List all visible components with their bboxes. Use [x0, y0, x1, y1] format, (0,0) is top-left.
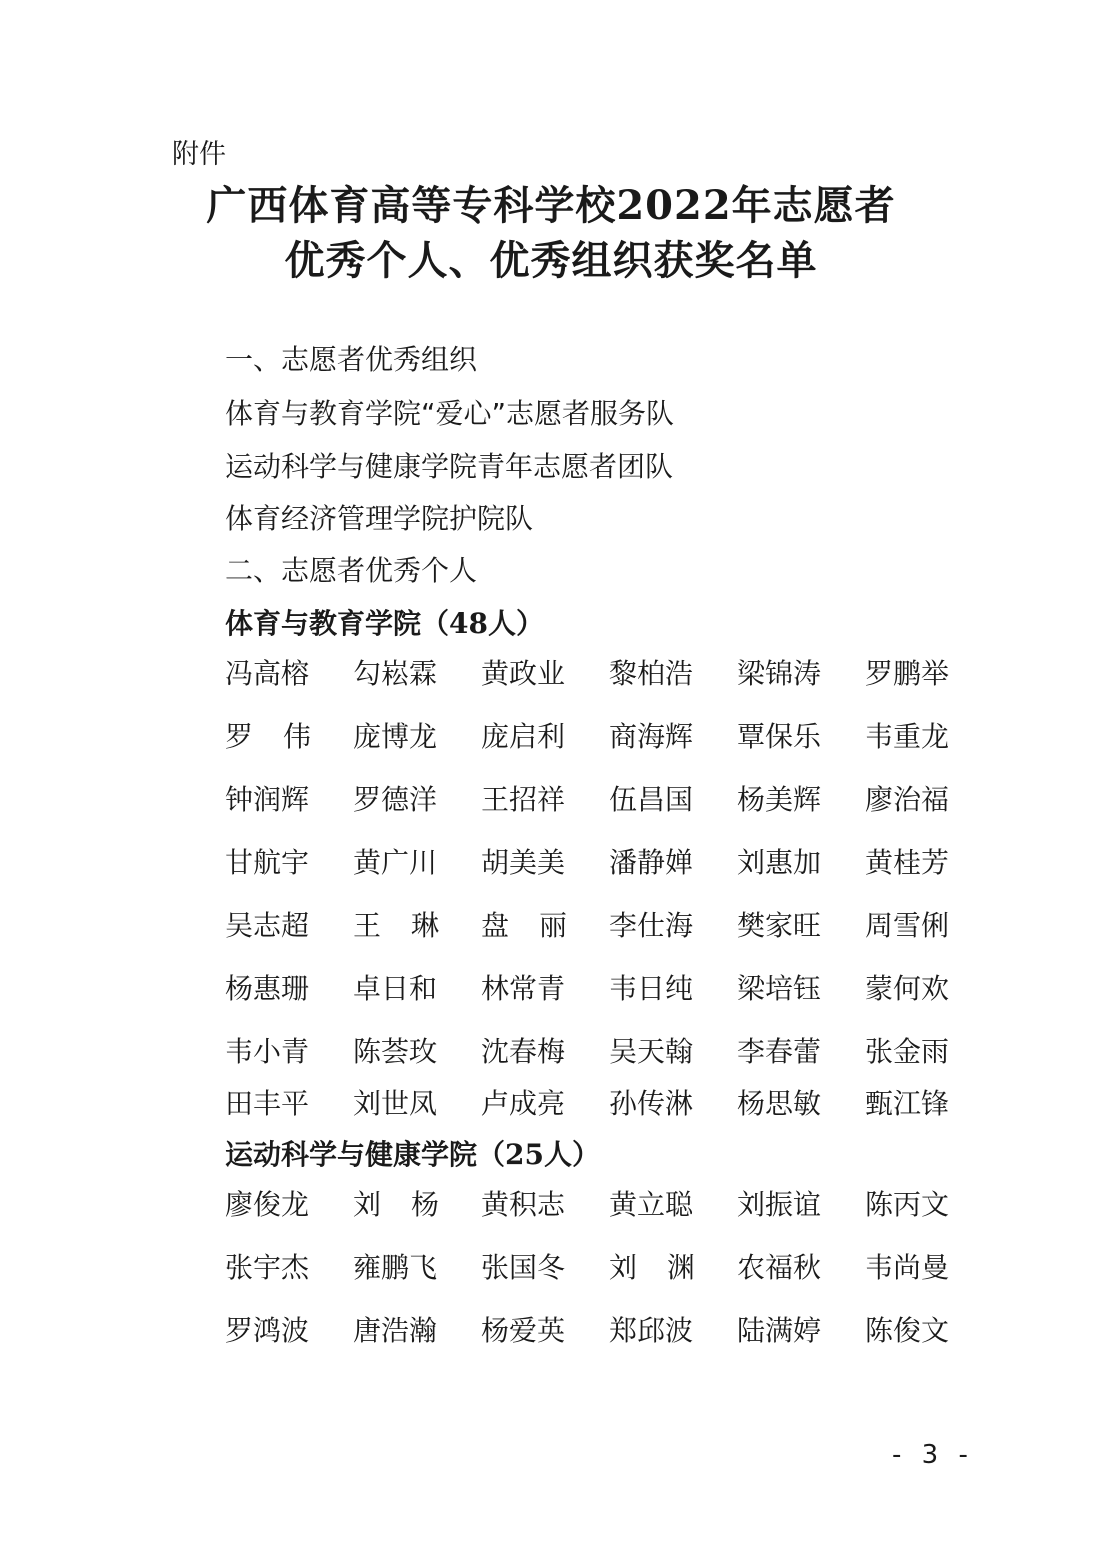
person-name: 韦日纯	[609, 972, 694, 1005]
title-line-1: 广西体育高等专科学校2022年志愿者	[206, 182, 896, 229]
person-name: 黄政业	[481, 657, 566, 690]
person-name: 刘 渊	[609, 1251, 695, 1284]
person-name: 廖治福	[865, 783, 950, 816]
person-name: 田丰平	[225, 1087, 310, 1120]
person-name: 胡美美	[481, 846, 566, 879]
person-name: 罗德洋	[353, 783, 438, 816]
group-heading: 运动科学与健康学院（25人）	[225, 1138, 600, 1171]
person-name: 陆满婷	[737, 1314, 822, 1347]
name-row	[225, 1082, 1005, 1122]
person-name: 刘惠加	[737, 846, 822, 879]
org-item: 体育经济管理学院护院队	[225, 502, 534, 535]
person-name: 黄桂芳	[865, 846, 950, 879]
person-name: 刘世凤	[353, 1087, 438, 1120]
person-name: 杨思敏	[737, 1087, 822, 1120]
person-name: 廖俊龙	[225, 1188, 310, 1221]
person-name: 梁培钰	[737, 972, 822, 1005]
person-name: 梁锦涛	[737, 657, 822, 690]
org-item: 运动科学与健康学院青年志愿者团队	[225, 450, 674, 483]
person-name: 杨惠珊	[225, 972, 310, 1005]
person-name: 卓日和	[353, 972, 438, 1005]
person-name: 甘航宇	[225, 846, 310, 879]
org-item: 体育与教育学院“爱心”志愿者服务队	[225, 397, 675, 430]
person-name: 杨美辉	[737, 783, 822, 816]
person-name: 李春蕾	[737, 1035, 822, 1068]
person-name: 勾崧霖	[353, 657, 438, 690]
name-row	[225, 715, 1005, 755]
person-name: 农福秋	[737, 1251, 822, 1284]
person-name: 罗鸿波	[225, 1314, 310, 1347]
section-2-heading: 二、志愿者优秀个人	[225, 554, 478, 587]
person-name: 吴志超	[225, 909, 310, 942]
person-name: 王 琳	[353, 909, 439, 942]
person-name: 陈俊文	[865, 1314, 950, 1347]
person-name: 王招祥	[481, 783, 566, 816]
person-name: 李仕海	[609, 909, 694, 942]
person-name: 刘 杨	[353, 1188, 439, 1221]
person-name: 盘 丽	[481, 909, 567, 942]
name-row	[225, 1183, 1005, 1223]
person-name: 陈荟玫	[353, 1035, 438, 1068]
attachment-label: 附件	[172, 139, 226, 170]
person-name: 伍昌国	[609, 783, 694, 816]
person-name: 杨爱英	[481, 1314, 566, 1347]
name-row	[225, 841, 1005, 881]
person-name: 张宇杰	[225, 1251, 310, 1284]
person-name: 罗鹏举	[865, 657, 950, 690]
person-name: 罗 伟	[225, 720, 311, 753]
page-number: - 3 -	[892, 1440, 974, 1470]
name-row	[225, 652, 1005, 692]
person-name: 韦尚曼	[865, 1251, 950, 1284]
person-name: 刘振谊	[737, 1188, 822, 1221]
name-row	[225, 778, 1005, 818]
name-row	[225, 1030, 1005, 1070]
person-name: 甄江锋	[865, 1087, 950, 1120]
person-name: 张国冬	[481, 1251, 566, 1284]
person-name: 樊家旺	[737, 909, 822, 942]
name-row	[225, 1246, 1005, 1286]
person-name: 卢成亮	[481, 1087, 566, 1120]
person-name: 沈春梅	[481, 1035, 566, 1068]
person-name: 蒙何欢	[865, 972, 950, 1005]
person-name: 孙传淋	[609, 1087, 694, 1120]
person-name: 韦小青	[225, 1035, 310, 1068]
name-row	[225, 904, 1005, 944]
person-name: 陈丙文	[865, 1188, 950, 1221]
person-name: 林常青	[481, 972, 566, 1005]
person-name: 覃保乐	[737, 720, 822, 753]
person-name: 冯高榕	[225, 657, 310, 690]
person-name: 郑邱波	[609, 1314, 694, 1347]
name-row	[225, 1309, 1005, 1349]
person-name: 吴天翰	[609, 1035, 694, 1068]
person-name: 周雪俐	[865, 909, 950, 942]
section-1-heading: 一、志愿者优秀组织	[225, 343, 478, 376]
person-name: 唐浩瀚	[353, 1314, 438, 1347]
person-name: 张金雨	[865, 1035, 950, 1068]
person-name: 黎柏浩	[609, 657, 694, 690]
group-heading: 体育与教育学院（48人）	[225, 607, 544, 640]
person-name: 韦重龙	[865, 720, 950, 753]
person-name: 钟润辉	[225, 783, 310, 816]
person-name: 商海辉	[609, 720, 694, 753]
person-name: 庞博龙	[353, 720, 438, 753]
title-line-2: 优秀个人、优秀组织获奖名单	[284, 237, 818, 284]
person-name: 黄广川	[353, 846, 438, 879]
name-row	[225, 967, 1005, 1007]
person-name: 庞启利	[481, 720, 566, 753]
person-name: 黄积志	[481, 1188, 566, 1221]
person-name: 潘静婵	[609, 846, 694, 879]
person-name: 雍鹏飞	[353, 1251, 438, 1284]
person-name: 黄立聪	[609, 1188, 694, 1221]
